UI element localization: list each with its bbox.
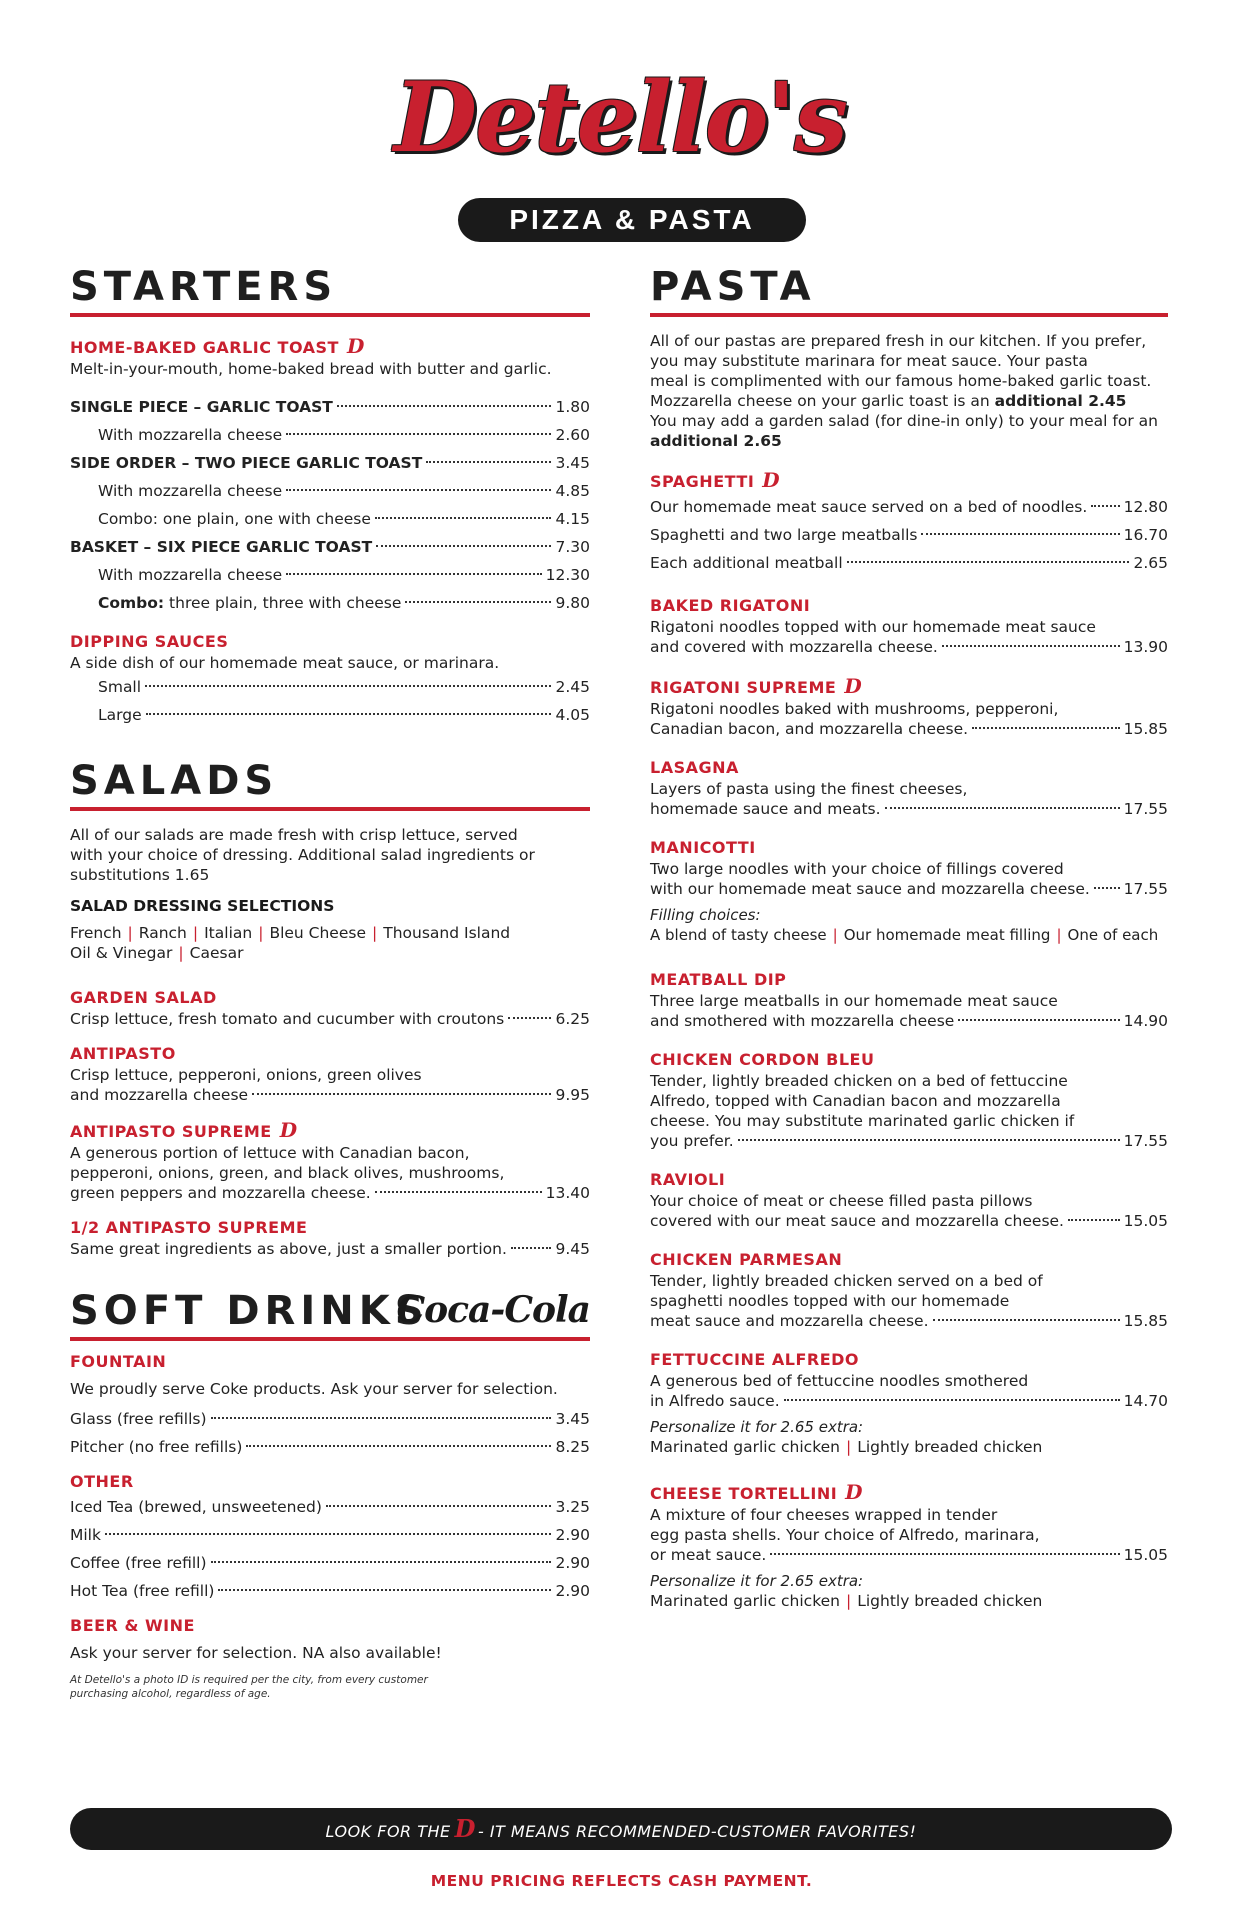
item-desc: egg pasta shells. Your choice of Alfredo, marinara, xyxy=(650,1526,1040,1544)
item-manicotti: MANICOTTI xyxy=(650,838,756,857)
pasta-intro: you may substitute marinara for meat sauce. Your pasta xyxy=(650,352,1088,370)
banner-text: - IT MEANS RECOMMENDED-CUSTOMER FAVORITES! xyxy=(477,1822,917,1841)
price-line: Milk 2.90 xyxy=(70,1526,590,1544)
favorite-d-icon: D xyxy=(454,1814,476,1843)
item-desc: cheese. You may substitute marinated garlic chicken if xyxy=(650,1112,1075,1130)
pasta-intro: All of our pastas are prepared fresh in our kitchen. If you prefer, xyxy=(650,332,1147,350)
item-other-drinks: OTHER xyxy=(70,1472,134,1491)
item-desc: A generous portion of lettuce with Canadian bacon, xyxy=(70,1144,470,1162)
price-line: SIDE ORDER – TWO PIECE GARLIC TOAST 3.45 xyxy=(70,454,590,472)
item-antipasto-supreme: ANTIPASTO SUPREME D xyxy=(70,1118,298,1142)
filling-heading: Filling choices: xyxy=(650,906,761,924)
logo-tagline: PIZZA & PASTA xyxy=(458,198,806,242)
dressing-list: French | Ranch | Italian | Bleu Cheese | Thousand Island xyxy=(70,924,511,942)
item-fettuccine-alfredo: FETTUCCINE ALFREDO xyxy=(650,1350,860,1369)
item-desc: Alfredo, topped with Canadian bacon and mozzarella xyxy=(650,1092,1061,1110)
id-note: At Detello's a photo ID is required per the city, from every customer xyxy=(70,1674,428,1686)
item-desc: Two large noodles with your choice of fillings covered xyxy=(650,860,1064,878)
section-title-pasta: PASTA xyxy=(650,265,1168,317)
salads-intro: All of our salads are made fresh with crisp lettuce, served with your choice of dressing. Additional salad ingredients or substitutions 1.65 xyxy=(70,826,535,884)
item-lasagna: LASAGNA xyxy=(650,758,739,777)
price-line: and covered with mozzarella cheese. 13.90 xyxy=(650,638,1168,656)
pasta-intro: You may add a garden salad (for dine-in only) to your meal for an xyxy=(650,412,1158,430)
dressing-list: Oil & Vinegar | Caesar xyxy=(70,944,244,962)
personalize-heading: Personalize it for 2.65 extra: xyxy=(650,1418,864,1436)
item-desc: We proudly serve Coke products. Ask your server for selection. xyxy=(70,1380,558,1398)
personalize-list: Marinated garlic chicken | Lightly breaded chicken xyxy=(650,1438,1043,1456)
drinks-title-row xyxy=(70,1289,590,1341)
item-garden-salad: GARDEN SALAD xyxy=(70,988,217,1007)
price-line: Canadian bacon, and mozzarella cheese. 15.85 xyxy=(650,720,1168,738)
price-line: Our homemade meat sauce served on a bed of noodles. 12.80 xyxy=(650,498,1168,516)
item-desc: A side dish of our homemade meat sauce, or marinara. xyxy=(70,654,500,672)
item-desc: pepperoni, onions, green, and black olives, mushrooms, xyxy=(70,1164,505,1182)
item-ravioli: RAVIOLI xyxy=(650,1170,726,1189)
section-title-starters: STARTERS xyxy=(70,265,590,317)
item-desc: Rigatoni noodles baked with mushrooms, pepperoni, xyxy=(650,700,1059,718)
item-dipping-sauces: DIPPING SAUCES xyxy=(70,632,229,651)
price-line: Large 4.05 xyxy=(98,706,590,724)
item-desc: Three large meatballs in our homemade meat sauce xyxy=(650,992,1058,1010)
item-desc: Tender, lightly breaded chicken on a bed of fettuccine xyxy=(650,1072,1068,1090)
pasta-intro: Mozzarella cheese on your garlic toast is an additional 2.45 xyxy=(650,392,1127,410)
item-desc: Tender, lightly breaded chicken served on a bed of xyxy=(650,1272,1043,1290)
item-desc: Ask your server for selection. NA also available! xyxy=(70,1644,442,1662)
price-line: Spaghetti and two large meatballs 16.70 xyxy=(650,526,1168,544)
price-line: Pitcher (no free refills) 8.25 xyxy=(70,1438,590,1456)
item-baked-rigatoni: BAKED RIGATONI xyxy=(650,596,811,615)
price-line: you prefer. 17.55 xyxy=(650,1132,1168,1150)
price-line: Coffee (free refill) 2.90 xyxy=(70,1554,590,1572)
id-note: purchasing alcohol, regardless of age. xyxy=(70,1688,271,1700)
price-line: or meat sauce. 15.05 xyxy=(650,1546,1168,1564)
favorite-d-icon: D xyxy=(762,468,781,492)
item-half-antipasto-supreme: 1/2 ANTIPASTO SUPREME xyxy=(70,1218,308,1237)
section-title-soft-drinks: SOFT DRINKS xyxy=(70,1289,590,1341)
price-line: and smothered with mozzarella cheese 14.90 xyxy=(650,1012,1168,1030)
price-line: homemade sauce and meats. 17.55 xyxy=(650,800,1168,818)
personalize-heading: Personalize it for 2.65 extra: xyxy=(650,1572,864,1590)
coca-cola-logo: Coca-Cola xyxy=(396,1289,590,1331)
item-rigatoni-supreme: RIGATONI SUPREME D xyxy=(650,674,863,698)
item-desc: Crisp lettuce, pepperoni, onions, green olives xyxy=(70,1066,422,1084)
price-line: Hot Tea (free refill) 2.90 xyxy=(70,1582,590,1600)
item-desc: A mixture of four cheeses wrapped in tender xyxy=(650,1506,998,1524)
favorite-d-icon: D xyxy=(844,674,863,698)
price-line: Crisp lettuce, fresh tomato and cucumber with croutons 6.25 xyxy=(70,1010,590,1028)
item-cheese-tortellini: CHEESE TORTELLINI D xyxy=(650,1480,864,1504)
price-line: SINGLE PIECE – GARLIC TOAST 1.80 xyxy=(70,398,590,416)
price-line: covered with our meat sauce and mozzarella cheese. 15.05 xyxy=(650,1212,1168,1230)
item-meatball-dip: MEATBALL DIP xyxy=(650,970,787,989)
item-chicken-parmesan: CHICKEN PARMESAN xyxy=(650,1250,843,1269)
item-beer-wine: BEER & WINE xyxy=(70,1616,195,1635)
cash-pricing-note: MENU PRICING REFLECTS CASH PAYMENT. xyxy=(430,1872,813,1890)
price-line: in Alfredo sauce. 14.70 xyxy=(650,1392,1168,1410)
section-title-salads: SALADS xyxy=(70,759,590,811)
dressing-heading: SALAD DRESSING SELECTIONS xyxy=(70,897,335,915)
price-line: Glass (free refills) 3.45 xyxy=(70,1410,590,1428)
price-line: green peppers and mozzarella cheese. 13.40 xyxy=(70,1184,590,1202)
banner-text: LOOK FOR THE xyxy=(325,1822,451,1841)
price-line: with our homemade meat sauce and mozzarella cheese. 17.55 xyxy=(650,880,1168,898)
price-line: meat sauce and mozzarella cheese. 15.85 xyxy=(650,1312,1168,1330)
favorite-d-icon: D xyxy=(346,334,365,358)
item-fountain: FOUNTAIN xyxy=(70,1352,167,1371)
logo-script: Detello's xyxy=(393,61,847,174)
item-desc: Melt-in-your-mouth, home-baked bread with butter and garlic. xyxy=(70,360,552,378)
pasta-intro: meal is complimented with our famous home-baked garlic toast. xyxy=(650,372,1152,390)
item-desc: spaghetti noodles topped with our homemade xyxy=(650,1292,1010,1310)
price-line: Combo: one plain, one with cheese 4.15 xyxy=(98,510,590,528)
personalize-list: Marinated garlic chicken | Lightly breaded chicken xyxy=(650,1592,1043,1610)
favorite-d-icon: D xyxy=(279,1118,298,1142)
item-desc: Your choice of meat or cheese filled pasta pillows xyxy=(650,1192,1033,1210)
price-line: With mozzarella cheese 4.85 xyxy=(98,482,590,500)
item-chicken-cordon-bleu: CHICKEN CORDON BLEU xyxy=(650,1050,875,1069)
price-line: With mozzarella cheese 2.60 xyxy=(98,426,590,444)
price-line: BASKET – SIX PIECE GARLIC TOAST 7.30 xyxy=(70,538,590,556)
restaurant-logo xyxy=(380,58,860,248)
price-line: and mozzarella cheese 9.95 xyxy=(70,1086,590,1104)
pasta-intro: additional 2.65 xyxy=(650,432,782,450)
right-column xyxy=(650,265,1168,1611)
item-desc: Layers of pasta using the finest cheeses, xyxy=(650,780,968,798)
price-line: Combo: three plain, three with cheese 9.80 xyxy=(98,594,590,612)
price-line: With mozzarella cheese 12.30 xyxy=(98,566,590,584)
price-line: Each additional meatball 2.65 xyxy=(650,554,1168,572)
left-column xyxy=(70,265,590,1701)
item-desc: Rigatoni noodles topped with our homemade meat sauce xyxy=(650,618,1096,636)
price-line: Same great ingredients as above, just a smaller portion. 9.45 xyxy=(70,1240,590,1258)
price-line: Iced Tea (brewed, unsweetened) 3.25 xyxy=(70,1498,590,1516)
price-line: Small 2.45 xyxy=(98,678,590,696)
filling-list: A blend of tasty cheese | Our homemade meat filling | One of each xyxy=(650,926,1159,944)
item-garlic-toast: HOME-BAKED GARLIC TOAST D xyxy=(70,334,365,358)
favorites-banner xyxy=(70,1808,1172,1850)
item-desc: A generous bed of fettuccine noodles smothered xyxy=(650,1372,1029,1390)
favorite-d-icon: D xyxy=(845,1480,864,1504)
item-spaghetti: SPAGHETTI D xyxy=(650,468,781,492)
item-antipasto: ANTIPASTO xyxy=(70,1044,176,1063)
